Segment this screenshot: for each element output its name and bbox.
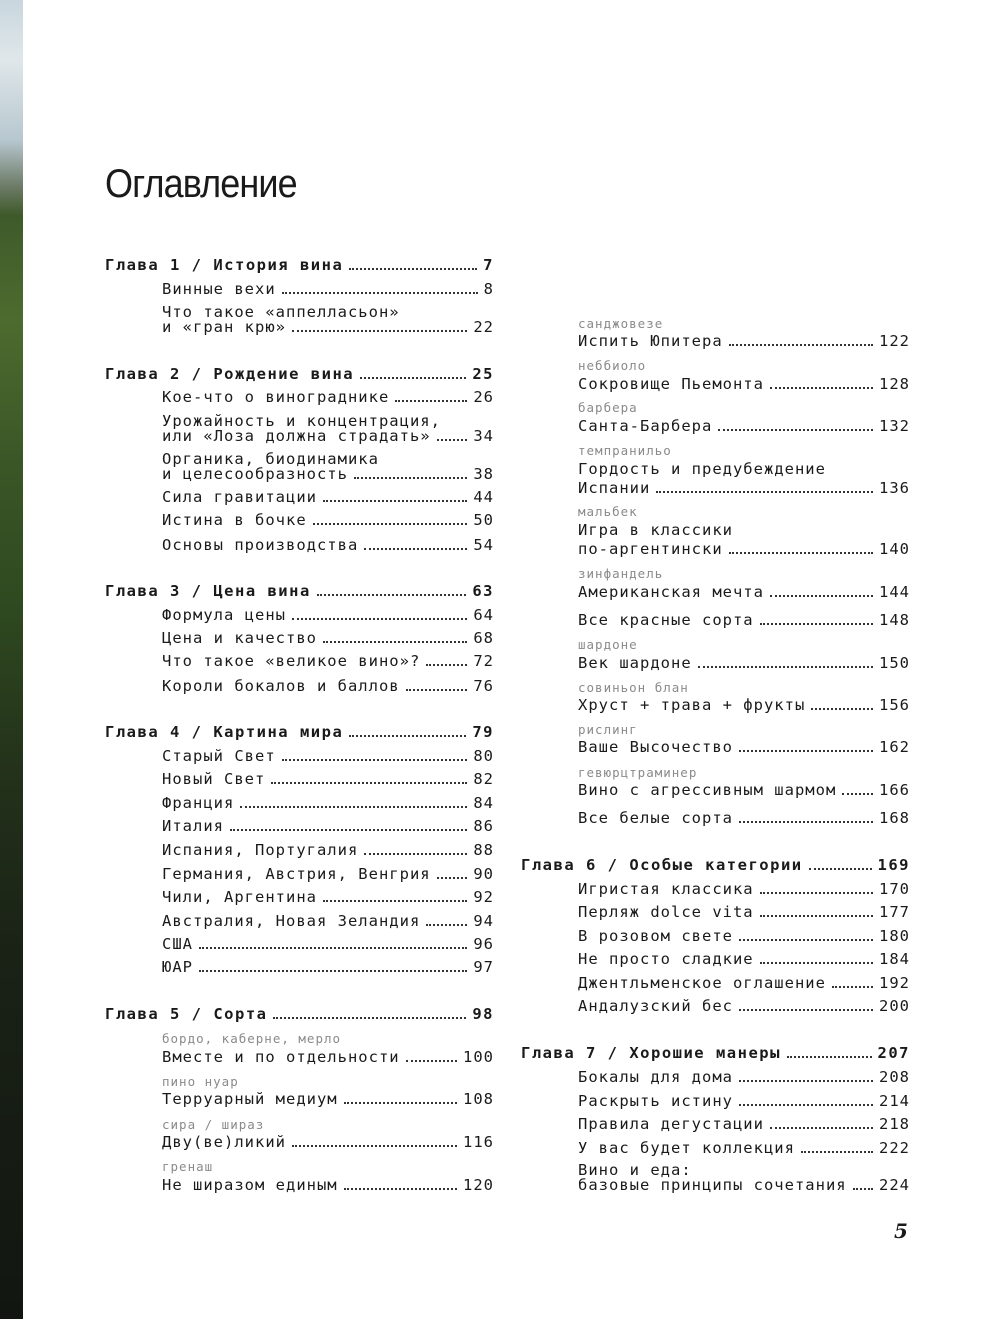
dot-leader [739, 750, 873, 752]
toc-entry-title: Вместе и по отдельности [162, 1048, 400, 1066]
dot-leader [273, 1017, 466, 1019]
toc-entry-title: Ваше Высочество [578, 738, 733, 756]
toc-entry-title: Германия, Австрия, Венгрия [162, 865, 431, 883]
dot-leader [787, 1056, 872, 1058]
toc-entry[interactable] [162, 1049, 494, 1065]
dot-leader [718, 429, 873, 431]
toc-entry-title: Чили, Аргентина [162, 888, 317, 906]
dot-leader [811, 708, 873, 710]
toc-entry[interactable] [578, 376, 910, 392]
toc-entry-page: 144 [879, 583, 910, 601]
toc-entry-first-line: Что такое «аппелласьон» [162, 303, 400, 321]
toc-entry-page: 90 [473, 865, 494, 883]
toc-entry[interactable] [162, 889, 494, 905]
toc-entry-page: 218 [879, 1115, 910, 1133]
dot-leader [292, 1145, 457, 1147]
toc-entry[interactable] [162, 428, 494, 444]
dot-leader [349, 735, 466, 737]
toc-entry[interactable] [162, 913, 494, 929]
toc-entry-first-line: Гордость и предубеждение [578, 460, 826, 478]
toc-entry[interactable] [162, 489, 494, 505]
page-title: Оглавление [105, 162, 297, 206]
toc-entry-title: Цена и качество [162, 629, 317, 647]
toc-entry-title: Новый Свет [162, 770, 266, 788]
toc-entry[interactable] [578, 904, 910, 920]
dot-leader [344, 1102, 457, 1104]
vineyard-photo-edge [0, 0, 23, 1319]
toc-entry-page: 54 [473, 536, 494, 554]
dot-leader [426, 924, 467, 926]
toc-entry-first-line: Игра в классики [578, 521, 733, 539]
toc-entry[interactable] [162, 1134, 494, 1150]
toc-entry[interactable] [162, 389, 494, 405]
toc-entry-page: 148 [879, 611, 910, 629]
dot-leader [853, 1188, 873, 1190]
toc-entry[interactable] [162, 630, 494, 646]
dot-leader [282, 292, 478, 294]
toc-entry[interactable] [578, 928, 910, 944]
grape-variety-label: шардоне [578, 637, 638, 652]
toc-entry-page: 100 [463, 1048, 494, 1066]
toc-entry-page: 80 [473, 747, 494, 765]
toc-entry-page: 168 [879, 809, 910, 827]
dot-leader [656, 491, 873, 493]
toc-entry-title: В розовом свете [578, 927, 733, 945]
toc-entry-title: Что такое «великое вино»? [162, 652, 421, 670]
toc-entry-title: Глава 6 / Особые категории [521, 856, 803, 874]
dot-leader [729, 552, 873, 554]
toc-entry-title: Старый Свет [162, 747, 276, 765]
grape-variety-label: мальбек [578, 504, 638, 519]
toc-entry-title: и целесообразность [162, 465, 348, 483]
toc-entry-page: 64 [473, 606, 494, 624]
dot-leader [406, 689, 468, 691]
dot-leader [313, 523, 468, 525]
toc-entry-title: Формула цены [162, 606, 286, 624]
grape-variety-label: барбера [578, 400, 638, 415]
toc-entry-title: Терруарный медиум [162, 1090, 338, 1108]
grape-variety-label: бордо, каберне, мерло [162, 1031, 342, 1046]
toc-entry-title: Не ширазом единым [162, 1176, 338, 1194]
dot-leader [292, 330, 467, 332]
toc-entry[interactable] [162, 959, 494, 975]
toc-entry-title: ЮАР [162, 958, 193, 976]
toc-entry-title: Глава 3 / Цена вина [105, 582, 311, 600]
grape-variety-label: зинфандель [578, 566, 664, 581]
toc-entry-title: Австралия, Новая Зеландия [162, 912, 421, 930]
toc-entry-page: 44 [473, 488, 494, 506]
toc-entry[interactable] [578, 782, 910, 798]
toc-entry[interactable] [578, 810, 910, 826]
toc-entry[interactable] [578, 1116, 910, 1132]
toc-entry-title: Истина в бочке [162, 511, 307, 529]
dot-leader [323, 500, 467, 502]
dot-leader [230, 829, 467, 831]
dot-leader [760, 623, 873, 625]
toc-entry[interactable] [578, 1069, 910, 1085]
dot-leader [832, 986, 873, 988]
dot-leader [801, 1151, 873, 1153]
toc-entry-title: Век шардоне [578, 654, 692, 672]
chapter-1-heading[interactable] [105, 257, 494, 273]
grape-variety-label: сира / шираз [162, 1117, 265, 1132]
dot-leader [240, 806, 467, 808]
dot-leader [739, 1080, 873, 1082]
toc-entry-title: и «гран крю» [162, 318, 286, 336]
toc-entry-page: 222 [879, 1139, 910, 1157]
dot-leader [406, 1060, 457, 1062]
toc-entry-title: Бокалы для дома [578, 1068, 733, 1086]
toc-entry-page: 132 [879, 417, 910, 435]
toc-entry[interactable] [578, 584, 910, 600]
page-number: 5 [894, 1219, 908, 1243]
toc-entry-title: Основы производства [162, 536, 359, 554]
dot-leader [809, 868, 872, 870]
toc-entry-page: 92 [473, 888, 494, 906]
toc-entry-title: Андалузский бес [578, 997, 733, 1015]
toc-entry-title: Санта-Барбера [578, 417, 713, 435]
toc-entry-page: 180 [879, 927, 910, 945]
toc-entry-page: 207 [877, 1044, 910, 1062]
toc-entry-page: 68 [473, 629, 494, 647]
chapter-7-heading[interactable] [521, 1045, 910, 1061]
toc-entry-page: 22 [473, 318, 494, 336]
toc-entry[interactable] [162, 466, 494, 482]
toc-entry-page: 169 [877, 856, 910, 874]
toc-entry-page: 156 [879, 696, 910, 714]
dot-leader [199, 970, 467, 972]
toc-entry[interactable] [578, 881, 910, 897]
toc-entry-title: Раскрыть истину [578, 1092, 733, 1110]
toc-entry[interactable] [162, 748, 494, 764]
toc-entry[interactable] [162, 1091, 494, 1107]
toc-entry[interactable] [162, 866, 494, 882]
toc-entry-title: Правила дегустации [578, 1115, 764, 1133]
toc-entry-first-line: Урожайность и концентрация, [162, 412, 441, 430]
toc-entry-page: 208 [879, 1068, 910, 1086]
toc-entry-page: 7 [483, 256, 494, 274]
toc-entry[interactable] [578, 1177, 910, 1193]
grape-variety-label: совиньон блан [578, 680, 689, 695]
toc-entry[interactable] [578, 541, 910, 557]
toc-entry-title: Испить Юпитера [578, 332, 723, 350]
toc-entry-title: Сокровище Пьемонта [578, 375, 764, 393]
chapter-5-heading[interactable] [105, 1006, 494, 1022]
toc-entry-page: 128 [879, 375, 910, 393]
toc-entry[interactable] [578, 998, 910, 1014]
toc-entry-page: 162 [879, 738, 910, 756]
toc-entry[interactable] [162, 319, 494, 335]
toc-entry-page: 177 [879, 903, 910, 921]
dot-leader [842, 793, 873, 795]
toc-entry-title: по-аргентински [578, 540, 723, 558]
toc-entry-title: Глава 2 / Рождение вина [105, 365, 355, 383]
toc-entry-title: Сила гравитации [162, 488, 317, 506]
toc-entry-page: 88 [473, 841, 494, 859]
chapter-4-heading[interactable] [105, 724, 494, 740]
toc-entry-page: 96 [473, 935, 494, 953]
toc-entry-title: Глава 1 / История вина [105, 256, 344, 274]
dot-leader [739, 821, 873, 823]
toc-entry-first-line: Органика, биодинамика [162, 450, 379, 468]
toc-entry-title: Испании [578, 479, 651, 497]
toc-entry[interactable] [578, 951, 910, 967]
chapter-6-heading[interactable] [521, 857, 910, 873]
grape-variety-label: гевюрцтраминер [578, 765, 698, 780]
dot-leader [292, 618, 467, 620]
dot-leader [344, 1188, 457, 1190]
toc-entry-page: 170 [879, 880, 910, 898]
toc-entry-title: Испания, Португалия [162, 841, 359, 859]
dot-leader [360, 377, 466, 379]
toc-entry-first-line: Вино и еда: [578, 1161, 692, 1179]
toc-entry-title: Италия [162, 817, 224, 835]
dot-leader [698, 666, 873, 668]
toc-entry-title: Игристая классика [578, 880, 754, 898]
toc-entry[interactable] [162, 653, 494, 669]
dot-leader [437, 877, 468, 879]
toc-entry-title: Глава 5 / Сорта [105, 1005, 268, 1023]
toc-entry-page: 136 [879, 479, 910, 497]
dot-leader [760, 962, 873, 964]
grape-variety-label: пино нуар [162, 1074, 239, 1089]
toc-entry[interactable] [162, 607, 494, 623]
toc-entry-page: 34 [473, 427, 494, 445]
toc-entry[interactable] [162, 842, 494, 858]
dot-leader [199, 947, 467, 949]
dot-leader [271, 782, 467, 784]
chapter-3-heading[interactable] [105, 583, 494, 599]
toc-entry-title: или «Лоза должна страдать» [162, 427, 431, 445]
toc-entry-title: У вас будет коллекция [578, 1139, 795, 1157]
toc-entry-page: 79 [472, 723, 494, 741]
toc-entry[interactable] [578, 480, 910, 496]
dot-leader [364, 853, 467, 855]
toc-entry-page: 97 [473, 958, 494, 976]
grape-variety-label: темпранильо [578, 443, 672, 458]
toc-entry-title: США [162, 935, 193, 953]
toc-entry[interactable] [578, 655, 910, 671]
toc-entry-page: 38 [473, 465, 494, 483]
toc-entry-page: 76 [473, 677, 494, 695]
chapter-2-heading[interactable] [105, 366, 494, 382]
toc-entry-page: 63 [472, 582, 494, 600]
dot-leader [349, 268, 477, 270]
toc-entry-page: 116 [463, 1133, 494, 1151]
toc-entry-title: Винные вехи [162, 280, 276, 298]
toc-entry-title: Дву(ве)ликий [162, 1133, 286, 1151]
toc-entry[interactable] [162, 818, 494, 834]
toc-entry-title: Американская мечта [578, 583, 764, 601]
toc-entry-page: 72 [473, 652, 494, 670]
toc-entry-page: 82 [473, 770, 494, 788]
toc-entry-page: 200 [879, 997, 910, 1015]
toc-entry-page: 166 [879, 781, 910, 799]
grape-variety-label: неббиоло [578, 358, 647, 373]
toc-entry-title: Глава 4 / Картина мира [105, 723, 344, 741]
dot-leader [770, 595, 873, 597]
toc-entry-title: Вино с агрессивным шармом [578, 781, 837, 799]
toc-entry-page: 98 [472, 1005, 494, 1023]
toc-entry-title: базовые принципы сочетания [578, 1176, 847, 1194]
toc-entry[interactable] [578, 1093, 910, 1109]
grape-variety-label: санджовезе [578, 316, 664, 331]
toc-entry[interactable] [162, 795, 494, 811]
toc-entry-page: 140 [879, 540, 910, 558]
toc-entry[interactable] [578, 739, 910, 755]
toc-entry[interactable] [162, 281, 494, 297]
toc-entry[interactable] [162, 678, 494, 694]
toc-entry[interactable] [578, 418, 910, 434]
toc-entry[interactable] [578, 612, 910, 628]
toc-entry-title: Не просто сладкие [578, 950, 754, 968]
toc-entry[interactable] [578, 975, 910, 991]
toc-entry-page: 214 [879, 1092, 910, 1110]
toc-entry-page: 122 [879, 332, 910, 350]
toc-entry[interactable] [578, 333, 910, 349]
toc-entry[interactable] [162, 936, 494, 952]
toc-entry-title: Глава 7 / Хорошие манеры [521, 1044, 781, 1062]
toc-entry-page: 108 [463, 1090, 494, 1108]
toc-entry-page: 224 [879, 1176, 910, 1194]
dot-leader [739, 1104, 873, 1106]
grape-variety-label: рислинг [578, 722, 638, 737]
toc-entry-page: 192 [879, 974, 910, 992]
toc-entry[interactable] [578, 1140, 910, 1156]
dot-leader [760, 892, 873, 894]
toc-entry-page: 26 [473, 388, 494, 406]
dot-leader [770, 1127, 873, 1129]
toc-entry-page: 86 [473, 817, 494, 835]
toc-entry-title: Франция [162, 794, 235, 812]
dot-leader [317, 594, 467, 596]
toc-entry-page: 8 [483, 280, 494, 298]
toc-entry-page: 184 [879, 950, 910, 968]
dot-leader [739, 939, 873, 941]
dot-leader [770, 387, 873, 389]
dot-leader [437, 439, 468, 441]
toc-entry-title: Все красные сорта [578, 611, 754, 629]
toc-entry[interactable] [162, 771, 494, 787]
toc-entry-title: Все белые сорта [578, 809, 733, 827]
dot-leader [729, 344, 873, 346]
toc-entry-title: Перляж dolce vita [578, 903, 754, 921]
toc-entry-page: 150 [879, 654, 910, 672]
toc-entry-page: 94 [473, 912, 494, 930]
dot-leader [395, 400, 467, 402]
toc-entry[interactable] [578, 697, 910, 713]
toc-entry-title: Кое-что о винограднике [162, 388, 390, 406]
toc-entry[interactable] [162, 537, 494, 553]
dot-leader [364, 548, 467, 550]
dot-leader [739, 1009, 873, 1011]
toc-entry-title: Хруст + трава + фрукты [578, 696, 806, 714]
toc-entry-title: Джентльменское оглашение [578, 974, 826, 992]
dot-leader [282, 759, 468, 761]
dot-leader [323, 641, 467, 643]
toc-entry-page: 25 [472, 365, 494, 383]
toc-entry-page: 120 [463, 1176, 494, 1194]
dot-leader [426, 664, 467, 666]
toc-entry-title: Короли бокалов и баллов [162, 677, 400, 695]
toc-entry[interactable] [162, 1177, 494, 1193]
toc-entry[interactable] [162, 512, 494, 528]
dot-leader [760, 915, 873, 917]
dot-leader [323, 900, 467, 902]
dot-leader [354, 477, 467, 479]
toc-entry-page: 84 [473, 794, 494, 812]
toc-entry-page: 50 [473, 511, 494, 529]
grape-variety-label: гренаш [162, 1159, 214, 1174]
